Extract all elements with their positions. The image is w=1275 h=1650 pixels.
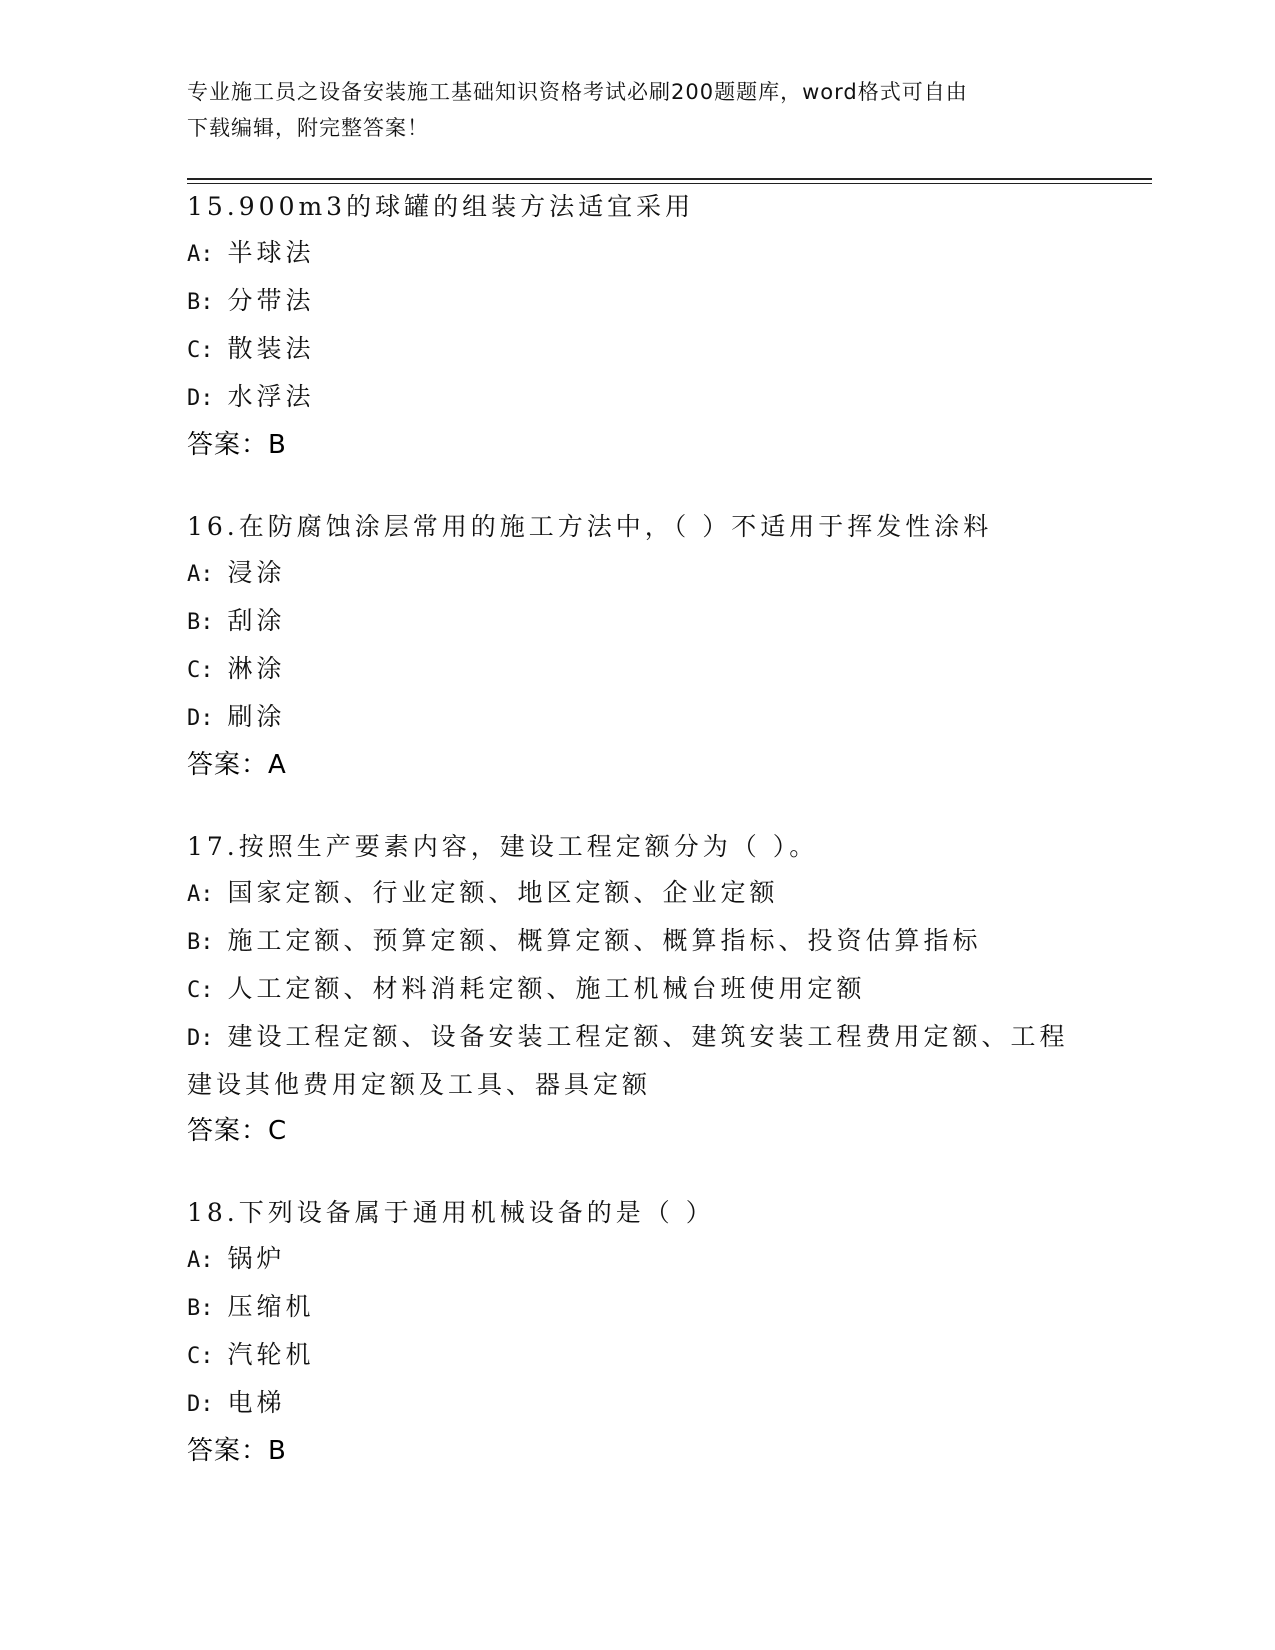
option-a: A: 锅炉 <box>187 1244 286 1273</box>
option-a: A: 国家定额、行业定额、地区定额、企业定额 <box>187 878 779 907</box>
option-text: 刷涂 <box>227 702 286 731</box>
question-16 <box>187 504 1087 788</box>
option-text: 淋涂 <box>227 654 286 683</box>
option-b: B: 分带法 <box>187 286 315 315</box>
option-text: 半球法 <box>227 238 315 267</box>
option-text: 分带法 <box>227 286 315 315</box>
option-text: 电梯 <box>227 1388 286 1417</box>
option-c: C: 汽轮机 <box>187 1340 315 1369</box>
option-text: 水浮法 <box>227 382 315 411</box>
question-18 <box>187 1190 1087 1474</box>
option-text: 压缩机 <box>227 1292 315 1321</box>
option-c: C: 淋涂 <box>187 654 286 683</box>
option-a: A: 半球法 <box>187 238 315 267</box>
option-b: B: 刮涂 <box>187 606 286 635</box>
option-d: D: 电梯 <box>187 1388 286 1417</box>
option-d-continued: 建设其他费用定额及工具、器具定额 <box>187 1070 652 1099</box>
answer-line: 答案：C <box>187 1116 288 1146</box>
option-text: 人工定额、材料消耗定额、施工机械台班使用定额 <box>227 974 866 1003</box>
option-text: 刮涂 <box>227 606 286 635</box>
answer-line: 答案：B <box>187 1436 287 1466</box>
option-text: 汽轮机 <box>227 1340 315 1369</box>
header-line-2: 下载编辑，附完整答案！ <box>187 116 429 140</box>
option-d: D: 刷涂 <box>187 702 286 731</box>
option-text: 锅炉 <box>227 1244 286 1273</box>
header-line-1: 专业施工员之设备安装施工基础知识资格考试必刷200题题库，word格式可自由 <box>187 80 968 104</box>
option-text: 国家定额、行业定额、地区定额、企业定额 <box>227 878 779 907</box>
question-stem: 15.900m3的球罐的组装方法适宜采用 <box>187 192 695 221</box>
question-stem: 17.按照生产要素内容，建设工程定额分为（ ）。 <box>187 832 819 861</box>
question-17 <box>187 824 1087 1154</box>
option-d: D: 水浮法 <box>187 382 315 411</box>
option-b: B: 施工定额、预算定额、概算定额、概算指标、投资估算指标 <box>187 926 982 955</box>
option-d: D: 建设工程定额、设备安装工程定额、建筑安装工程费用定额、工程 <box>187 1022 1069 1051</box>
option-text: 散装法 <box>227 334 315 363</box>
option-b: B: 压缩机 <box>187 1292 315 1321</box>
answer-line: 答案：B <box>187 430 287 460</box>
option-text: 浸涂 <box>227 558 286 587</box>
option-c: C: 散装法 <box>187 334 315 363</box>
option-c: C: 人工定额、材料消耗定额、施工机械台班使用定额 <box>187 974 866 1003</box>
document-header <box>187 74 1087 146</box>
answer-line: 答案：A <box>187 750 287 780</box>
question-stem: 18.下列设备属于通用机械设备的是（ ） <box>187 1198 715 1227</box>
question-15 <box>187 184 1087 468</box>
option-text: 建设工程定额、设备安装工程定额、建筑安装工程费用定额、工程 <box>227 1022 1069 1051</box>
header-divider <box>187 178 1152 180</box>
option-a: A: 浸涂 <box>187 558 286 587</box>
question-stem: 16.在防腐蚀涂层常用的施工方法中，（ ）不适用于挥发性涂料 <box>187 512 993 541</box>
option-text: 施工定额、预算定额、概算定额、概算指标、投资估算指标 <box>227 926 982 955</box>
